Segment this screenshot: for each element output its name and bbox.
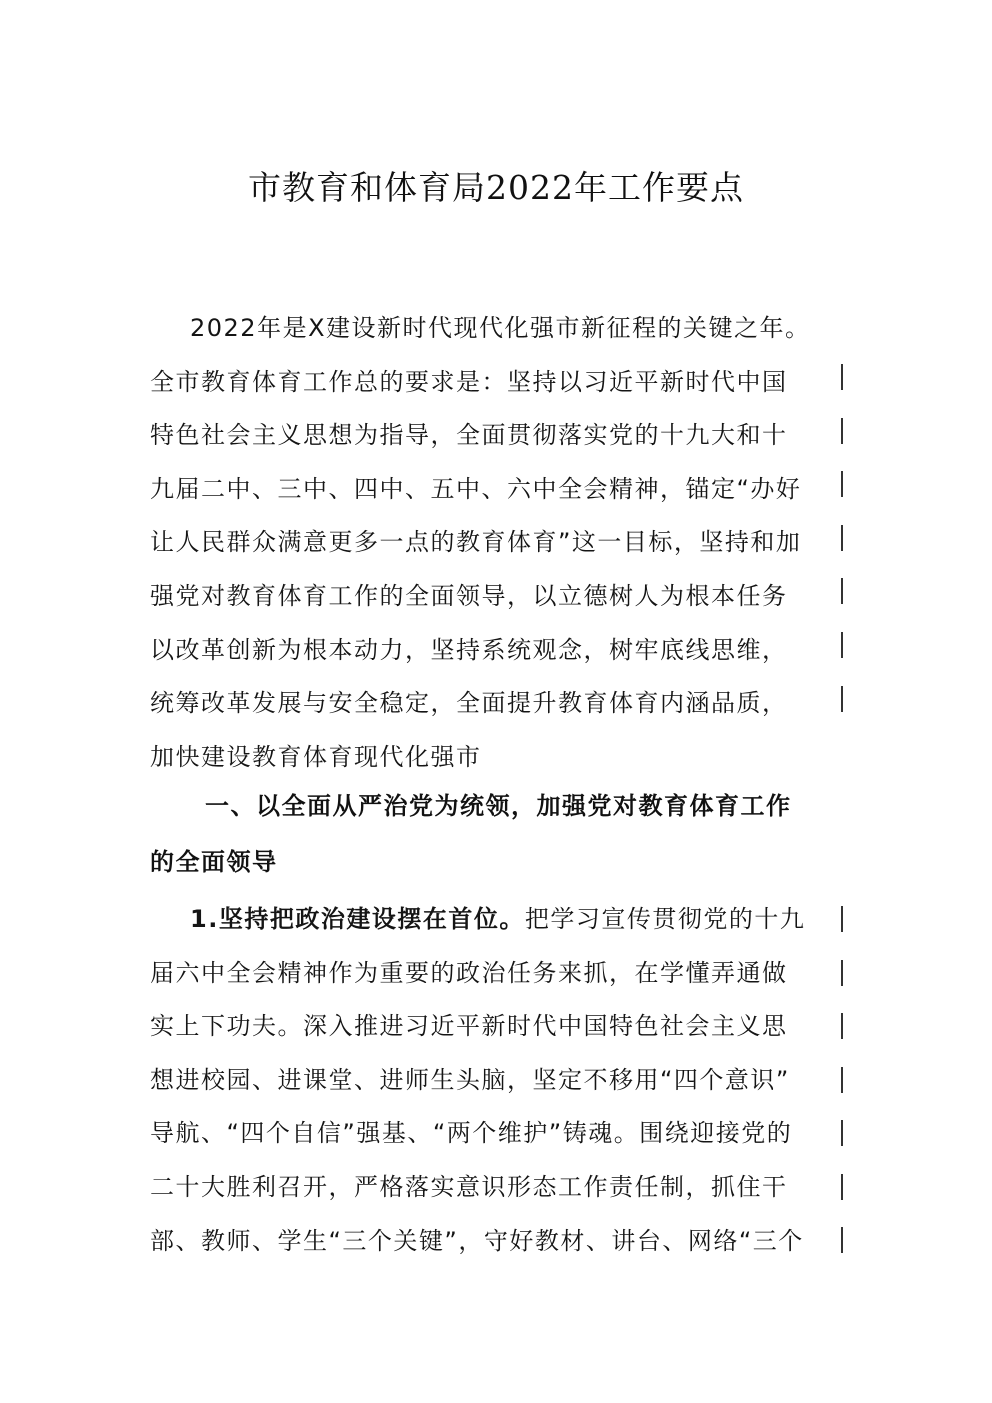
margin-mark <box>841 686 843 712</box>
item-line: 部、教师、学生“三个关键”，守好教材、讲台、网络“三个 <box>150 1226 804 1255</box>
item-first-line <box>150 893 850 947</box>
margin-mark <box>841 1067 843 1093</box>
intro-line: 统筹改革发展与安全稳定，全面提升教育体育内涵品质， <box>150 689 788 718</box>
intro-line: 2022年是X建设新时代现代化强市新征程的关键之年。 <box>190 314 811 342</box>
section-heading <box>150 778 850 890</box>
intro-line: 全市教育体育工作总的要求是：坚持以习近平新时代中国 <box>150 367 788 396</box>
margin-mark <box>841 418 843 444</box>
intro-line: 强党对教育体育工作的全面领导，以立德树人为根本任务 <box>150 581 788 610</box>
margin-mark <box>841 1013 843 1039</box>
margin-mark <box>841 525 843 551</box>
item-line: 实上下功夫。深入推进习近平新时代中国特色社会主义思 <box>150 1012 788 1041</box>
margin-mark <box>841 578 843 604</box>
margin-mark <box>841 1174 843 1200</box>
margin-mark <box>841 1227 843 1253</box>
margin-mark <box>841 1120 843 1146</box>
intro-line: 九届二中、三中、四中、五中、六中全会精神，锚定“办好 <box>150 474 802 503</box>
item-line-text: 把学习宣传贯彻党的十九 <box>524 905 806 933</box>
item-line: 想进校园、进课堂、进师生头脑，坚定不移用“四个意识” <box>150 1065 790 1094</box>
item-line: 二十大胜利召开，严格落实意识形态工作责任制，抓住干 <box>150 1172 788 1201</box>
margin-mark <box>841 906 843 932</box>
item-lead: 1.坚持把政治建设摆在首位。 <box>190 905 525 933</box>
intro-line: 特色社会主义思想为指导，全面贯彻落实党的十九大和十 <box>150 421 788 450</box>
margin-mark <box>841 960 843 986</box>
intro-line: 以改革创新为根本动力，坚持系统观念，树牢底线思维， <box>150 635 788 664</box>
intro-paragraph <box>150 302 850 784</box>
section-heading-line: 一、以全面从严治党为统领，加强党对教育体育工作 <box>205 792 792 820</box>
margin-mark <box>841 364 843 390</box>
intro-line: 加快建设教育体育现代化强市 <box>150 742 482 771</box>
intro-line: 让人民群众满意更多一点的教育体育”这一目标，坚持和加 <box>150 528 802 557</box>
margin-mark <box>841 471 843 497</box>
document-title: 市教育和体育局2022年工作要点 <box>248 168 744 207</box>
item-paragraph <box>150 893 850 1268</box>
item-line: 导航、“四个自信”强基、“两个维护”铸魂。围绕迎接党的 <box>150 1119 793 1148</box>
margin-mark <box>841 632 843 658</box>
section-heading-line: 的全面领导 <box>150 848 278 876</box>
item-line: 届六中全会精神作为重要的政治任务来抓，在学懂弄通做 <box>150 958 788 987</box>
